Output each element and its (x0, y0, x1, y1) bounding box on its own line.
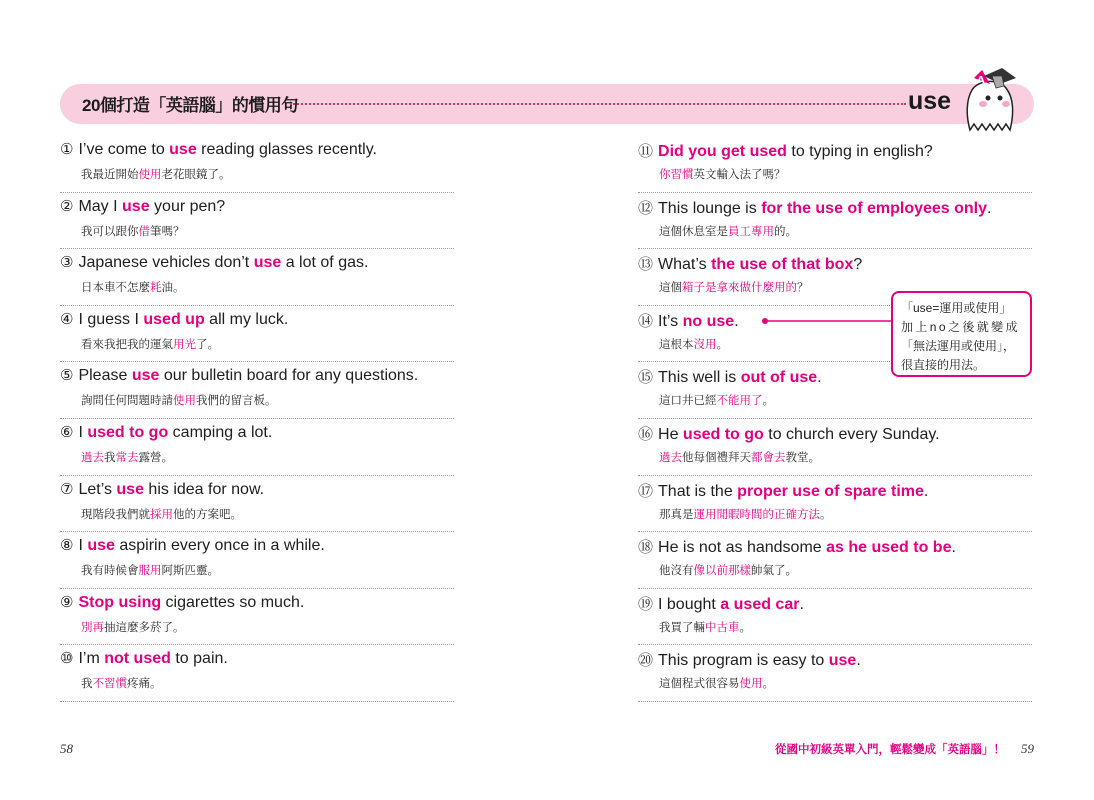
sentence-text: This program is easy to (658, 652, 829, 670)
highlighted-translation: 都會去 (751, 451, 786, 464)
sentence-text: . (817, 369, 822, 387)
sentence-text: your pen? (149, 197, 226, 215)
sentence-text: . (987, 199, 992, 217)
chinese-translation (659, 223, 797, 239)
sentence-entry (638, 532, 1032, 589)
chinese-translation (659, 166, 786, 182)
sentence-text: to church every Sunday. (763, 425, 940, 443)
sentence-text: I’ve come to (78, 141, 170, 158)
note-connector-line (760, 314, 894, 328)
highlighted-translation: 過去 (81, 451, 104, 464)
sentence-entry (60, 476, 454, 533)
sentence-entry (638, 136, 1032, 193)
chinese-translation (81, 619, 185, 635)
highlighted-phrase: no use (682, 312, 735, 330)
sentence-text: This lounge is (658, 199, 762, 217)
sentence-text: ? (853, 256, 863, 274)
translation-text: 抽這麼多菸了。 (104, 621, 185, 634)
entry-number: ⑯ (638, 424, 654, 443)
sentence-text: This well is (658, 369, 741, 387)
highlighted-translation: 耗 (150, 282, 162, 295)
translation-text: 這口井已經 (659, 395, 717, 408)
highlighted-phrase: proper use of spare time (737, 482, 924, 500)
sentence-entry (60, 193, 454, 250)
highlighted-phrase: for the use of employees only (761, 199, 988, 217)
entry-number: ⑥ (60, 422, 74, 441)
entry-number: ⑤ (60, 366, 74, 385)
sentence-text: reading glasses recently. (196, 141, 377, 158)
sentence-text: a lot of gas. (281, 254, 369, 272)
left-sentence-column (60, 136, 454, 702)
chinese-translation (81, 223, 185, 239)
english-sentence (60, 593, 304, 612)
english-sentence (638, 253, 862, 274)
highlighted-phrase: a used car (720, 595, 800, 613)
right-sentence-column (638, 136, 1032, 702)
english-sentence (638, 140, 933, 161)
highlighted-phrase: used up (143, 310, 205, 328)
mascot-letter: A (977, 75, 985, 86)
entry-number: ⑮ (638, 368, 654, 387)
entry-number: ⑨ (60, 592, 74, 611)
sentence-text: . (951, 539, 956, 557)
entry-number: ⑲ (638, 594, 654, 613)
sentence-entry (60, 362, 454, 419)
translation-text: 老花眼鏡了。 (161, 169, 231, 181)
sentence-entry (638, 476, 1032, 533)
sentence-text: to typing in english? (786, 143, 933, 160)
chinese-translation (659, 562, 797, 578)
english-sentence (60, 310, 288, 329)
highlighted-translation: 不能用了 (716, 395, 763, 408)
highlighted-translation: 箱子是拿來做什麼用的 (682, 282, 797, 295)
chinese-translation (659, 506, 832, 522)
translation-text: 疼痛。 (127, 678, 162, 691)
translation-text: 。 (739, 621, 751, 634)
translation-text: 教堂。 (785, 451, 820, 464)
chinese-translation (81, 562, 219, 578)
highlighted-translation: 中古車 (705, 621, 740, 634)
sentence-text: . (799, 595, 804, 613)
page-number-left: 58 (60, 741, 73, 756)
highlighted-phrase: used to go (682, 425, 764, 443)
translation-text: 那真是 (659, 508, 694, 521)
chinese-translation (659, 392, 774, 408)
translation-text: 現階段我們就 (81, 508, 150, 521)
translation-text: 阿斯匹靈。 (161, 565, 219, 578)
sentence-entry (60, 419, 454, 476)
note-line: 很直接的用法。 (901, 358, 986, 372)
sentence-text: I bought (658, 595, 721, 613)
sentence-text: I (78, 537, 88, 555)
english-sentence (638, 480, 928, 501)
highlighted-phrase: use (253, 254, 282, 272)
translation-text: 他的方案吧。 (173, 508, 242, 521)
translation-text: 他沒有 (659, 565, 694, 578)
highlighted-translation: 使用 (173, 395, 196, 408)
translation-text: 我有時候會 (81, 565, 139, 578)
chinese-translation (81, 166, 231, 182)
english-sentence (60, 253, 368, 272)
translation-text: 筆嗎？ (150, 225, 185, 238)
translation-text: 我們的留言板。 (196, 395, 277, 408)
sentence-text: He (658, 425, 683, 443)
sentence-text: all my luck. (204, 310, 289, 328)
sentence-entry (638, 589, 1032, 646)
highlighted-phrase: out of use (740, 369, 818, 387)
highlighted-translation: 你習慣 (659, 169, 694, 181)
translation-text: 日本車不怎麼 (81, 282, 150, 295)
translation-text: 看來我把我的運氣 (81, 338, 173, 351)
sentence-text: He is not as handsome (658, 539, 827, 557)
english-sentence (638, 593, 804, 614)
entry-number: ⑰ (638, 481, 654, 500)
entry-number: ③ (60, 253, 74, 272)
translation-text: 這個休息室是 (659, 225, 728, 238)
highlighted-translation: 過去 (659, 451, 682, 464)
highlighted-phrase: use (122, 197, 150, 215)
sentence-entry (60, 136, 454, 193)
sentence-text: to pain. (170, 650, 228, 668)
translation-text: 。 (820, 508, 832, 521)
chinese-translation (659, 279, 809, 295)
highlighted-translation: 運用閒暇時間的正確方法 (693, 508, 820, 521)
translation-text: 。 (762, 678, 774, 691)
highlighted-translation: 用光 (173, 338, 196, 351)
english-sentence (60, 140, 377, 159)
entry-number: ⑳ (638, 651, 654, 670)
sentence-text: I guess I (78, 310, 144, 328)
entry-number: ② (60, 196, 74, 215)
translation-text: 。 (716, 338, 728, 351)
sentence-text: aspirin every once in a while. (114, 537, 325, 555)
chinese-translation (659, 619, 751, 635)
highlighted-phrase: use (87, 537, 115, 555)
english-sentence (638, 310, 739, 331)
sentence-text: Let’s (78, 480, 117, 498)
keyword-title: use (908, 87, 952, 115)
chinese-translation (81, 279, 185, 295)
english-sentence (60, 480, 264, 499)
translation-text: 我 (104, 451, 116, 464)
translation-text: 我 (81, 678, 93, 691)
sentence-text: . (856, 652, 861, 670)
entry-number: ⑧ (60, 536, 74, 555)
translation-text: 了。 (196, 338, 219, 351)
translation-text: 的。 (774, 225, 797, 238)
entry-number: ⑱ (638, 538, 654, 557)
sentence-text: our bulletin board for any questions. (159, 367, 419, 385)
chinese-translation (81, 392, 277, 408)
highlighted-translation: 像以前那樣 (693, 565, 751, 578)
sentence-entry (60, 306, 454, 363)
chinese-translation (659, 336, 728, 352)
sentence-text: camping a lot. (168, 423, 273, 441)
highlighted-translation: 使用 (739, 678, 763, 691)
translation-text: 。 (762, 395, 774, 408)
highlighted-translation: 常去 (115, 451, 139, 464)
highlighted-phrase: use (116, 480, 144, 498)
sentence-text: his idea for now. (143, 480, 265, 498)
note-line: 「use=運用或使用」 (901, 301, 1012, 315)
highlighted-phrase: use (169, 141, 197, 158)
entry-number: ⑪ (638, 142, 654, 160)
translation-text: 我可以跟你 (81, 225, 139, 238)
sentence-entry (638, 193, 1032, 250)
book-title-footer: 從國中初級英單入門，輕鬆變成「英語腦」！ (775, 744, 1005, 756)
entry-number: ④ (60, 309, 74, 328)
english-sentence (60, 366, 418, 385)
translation-text: 油。 (161, 282, 185, 295)
english-sentence (60, 649, 228, 668)
sentence-text: cigarettes so much. (161, 593, 305, 611)
entry-number: ⑫ (638, 198, 654, 217)
chinese-translation (659, 449, 820, 465)
english-sentence (638, 536, 956, 557)
sentence-text: I’m (78, 650, 105, 668)
entry-number: ⑦ (60, 479, 74, 498)
sentence-entry (60, 589, 454, 646)
highlighted-phrase: not used (104, 650, 171, 668)
note-callout (891, 291, 1032, 377)
english-sentence (60, 423, 272, 442)
sentence-text: Japanese vehicles don’t (78, 254, 254, 272)
sentence-text: . (923, 482, 929, 500)
chinese-translation (659, 675, 774, 691)
header-dotted-leader (290, 103, 906, 105)
translation-text: 我買了輛 (659, 621, 705, 634)
sentence-text: It’s (658, 312, 683, 330)
chinese-translation (81, 336, 219, 352)
highlighted-translation: 沒用 (693, 338, 717, 351)
translation-text: 這個程式很容易 (659, 678, 740, 691)
translation-text: 露營。 (138, 451, 173, 464)
english-sentence (638, 423, 940, 444)
english-sentence (60, 536, 325, 555)
sentence-entry (60, 532, 454, 589)
sentence-text: Please (78, 367, 132, 385)
page-number-right: 59 (1021, 741, 1034, 756)
note-line: 加上no之後就變成 (901, 320, 1020, 334)
highlighted-phrase: the use of that box (711, 256, 854, 274)
sentence-text: I (78, 423, 88, 441)
translation-text: 英文輸入法了嗎？ (693, 169, 786, 181)
section-title: 20個打造「英語腦」的慣用句 (82, 96, 298, 115)
english-sentence (638, 366, 822, 387)
highlighted-translation: 員工專用 (728, 225, 774, 238)
translation-text: 我最近開始 (81, 169, 139, 181)
sentence-entry (60, 645, 454, 702)
chinese-translation (81, 506, 242, 522)
translation-text: 詢問任何問題時請 (81, 395, 173, 408)
chinese-translation (81, 449, 173, 465)
highlighted-translation: 採用 (150, 508, 173, 521)
highlighted-translation: 服用 (138, 565, 162, 578)
translation-text: 他每個禮拜天 (682, 451, 751, 464)
translation-text: 這個 (659, 282, 682, 295)
sentence-text: . (734, 312, 739, 330)
entry-number: ⑬ (638, 255, 654, 274)
highlighted-phrase: as he used to be (826, 539, 952, 557)
sentence-entry (638, 645, 1032, 702)
english-sentence (60, 197, 225, 216)
english-sentence (638, 197, 991, 218)
entry-number: ⑭ (638, 311, 654, 330)
sentence-entry (60, 249, 454, 306)
translation-text: 帥氣了。 (751, 565, 797, 578)
highlighted-phrase: use (828, 652, 857, 670)
chinese-translation (81, 675, 162, 691)
sentence-text: May I (78, 197, 123, 215)
english-sentence (638, 649, 861, 670)
entry-number: ① (60, 140, 74, 158)
highlighted-translation: 別再 (81, 621, 104, 634)
highlighted-phrase: use (131, 367, 160, 385)
translation-text: 這根本 (659, 338, 694, 351)
highlighted-translation: 不習慣 (92, 678, 127, 691)
highlighted-phrase: Did you get used (658, 143, 787, 160)
highlighted-translation: 使用 (138, 169, 162, 181)
entry-number: ⑩ (60, 649, 74, 668)
highlighted-phrase: used to go (87, 423, 169, 441)
sentence-entry (638, 419, 1032, 476)
note-line: 「無法運用或使用」， (901, 339, 1016, 353)
highlighted-phrase: Stop using (78, 593, 162, 611)
highlighted-translation: 借 (138, 225, 150, 238)
translation-text: ？ (797, 282, 809, 295)
mascot-ghost-icon (956, 66, 1018, 132)
sentence-text: That is the (658, 482, 738, 500)
sentence-text: What’s (658, 256, 712, 274)
